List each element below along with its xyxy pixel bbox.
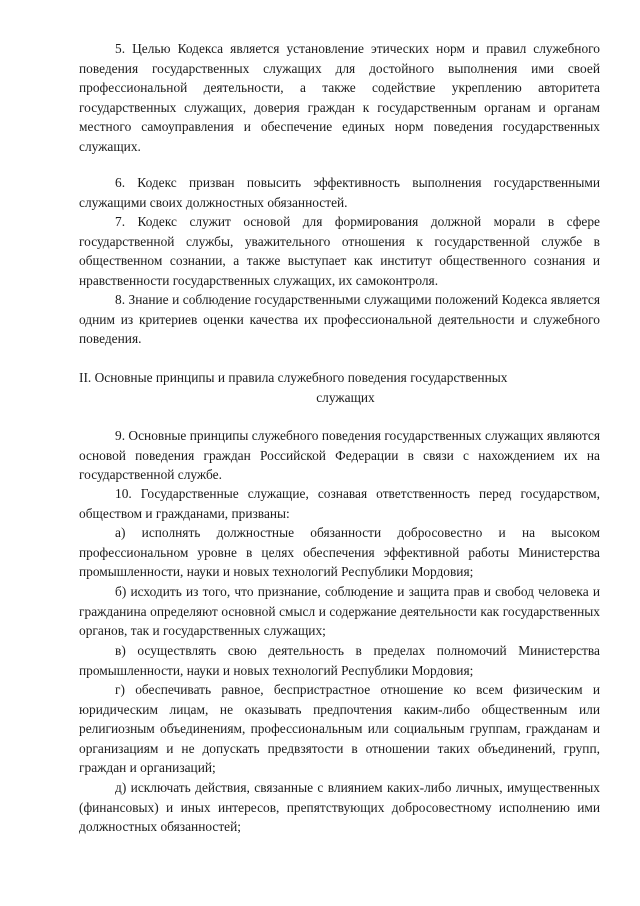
list-item-v: в) осуществлять свою деятельность в пределах полномочий Министерства промышленности, науки и новых технологий Республики Мордовия; [79,643,600,678]
list-item-d: д) исключать действия, связанные с влиянием каких-либо личных, имущественных (финансовых) и иных интересов, препятствующих добросовестному исполнению ими должностных обязанностей; [79,780,600,835]
section-heading [79,368,600,408]
list-item-a: а) исполнять должностные обязанности добросовестно и на высоком профессиональном уровне в целях обеспечения эффективной работы Министерства промышленности, науки и новых технологий Республики Мордовия; [79,525,600,580]
paragraph-7: 7. Кодекс служит основой для формирования должной морали в сфере государственной службы, уважительного отношения к государственной службе в общественном сознании, а также выступает как институт общественного сознания и нравственности государственных служащих, их самоконтроля. [79,214,600,288]
paragraph-9: 9. Основные принципы служебного поведения государственных служащих являются основой поведения граждан Российской Федерации в связи с нахождением их на государственной службе. [79,428,600,483]
section-heading-line-1: II. Основные принципы и правила служебного поведения государственных [79,370,508,385]
paragraph-10: 10. Государственные служащие, сознавая ответственность перед государством, обществом и гражданами, призваны: [79,486,600,521]
paragraph-6: 6. Кодекс призван повысить эффективность выполнения государственными служащими своих должностных обязанностей. [79,175,600,210]
paragraph-5: 5. Целью Кодекса является установление этических норм и правил служебного поведения государственных служащих для достойного выполнения ими своей профессиональной деятельности, а также содействие укреплению авторитета государственных служащих, доверия граждан к государственным органам и органам местного самоуправления и обеспечение единых норм поведения государственных служащих. [79,41,600,154]
paragraph-8: 8. Знание и соблюдение государственными служащими положений Кодекса является одним из критериев оценки качества их профессиональной деятельности и служебного поведения. [79,292,600,347]
list-item-g: г) обеспечивать равное, беспристрастное отношение ко всем физическим и юридическим лицам, не оказывать предпочтения каким-либо общественным или религиозным объединениям, профессиональным или социальным группам, гражданам и организациям и не допускать предвзятости в отношении таких объединений, групп, граждан и организаций; [79,682,600,776]
list-item-b: б) исходить из того, что признание, соблюдение и защита прав и свобод человека и гражданина определяют основной смысл и содержание деятельности как государственных органов, так и государственных служащих; [79,584,600,639]
section-heading-line-2: служащих [316,390,375,405]
